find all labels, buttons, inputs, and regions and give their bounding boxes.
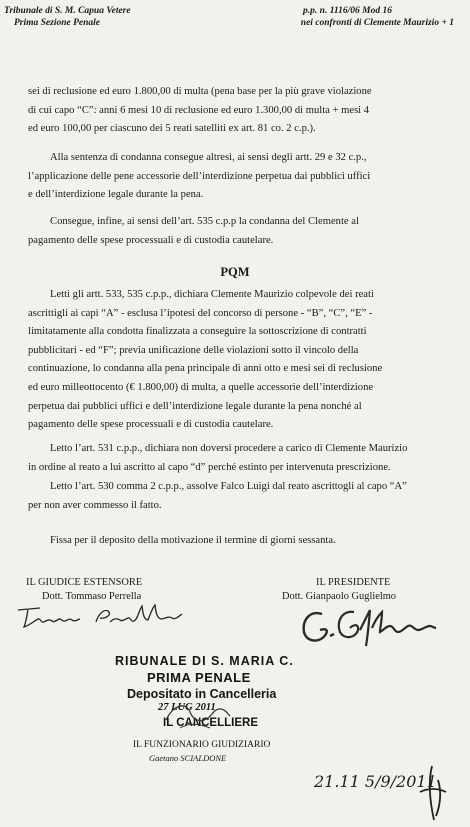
text-line: ed euro 100,00 per ciascuno dei 5 reati satelliti ex art. 81 co. 2 c.p.).: [28, 123, 316, 135]
court-section: Prima Sezione Penale: [14, 18, 101, 28]
paragraph-accessory-penalties: [28, 149, 433, 205]
text-line: continuazione, lo condanna alla pena principale di anni otto e mesi sei di reclusione: [28, 363, 383, 375]
judge-title: IL GIUDICE ESTENSORE: [26, 577, 143, 588]
text-line: per non aver commesso il fatto.: [28, 499, 162, 511]
text-line: di cui capo “C”: anni 6 mesi 10 di reclusione ed euro 1.300,00 di multa + mesi 4: [28, 104, 370, 116]
paragraph-penalty-calc: [28, 83, 433, 139]
text-line: e dell’interdizione legale durante la pena.: [28, 189, 204, 201]
court-deposit-stamp: [115, 654, 294, 814]
judge-name: Dott. Tommaso Perrella: [42, 591, 142, 602]
case-number: p.p. n. 1116/06 Mod 16: [303, 6, 392, 16]
stamp-section: PRIMA PENALE: [147, 670, 251, 685]
stamp-official-title: IL FUNZIONARIO GIUDIZIARIO: [133, 740, 271, 750]
stamp-official-name: Gaetano SCIALDONE: [149, 753, 227, 763]
stamp-court-name: RIBUNALE DI S. MARIA C.: [115, 654, 294, 668]
paragraph-verdict: [28, 286, 433, 435]
handwritten-initial-scribble: [412, 762, 452, 824]
text-line: l’applicazione delle pene accessorie dell’interdizione perpetua dai pubblici uffici: [28, 170, 371, 182]
text-line: Alla sentenza di condanna consegue altresì, ai sensi degli artt. 29 e 32 c.p.,: [50, 152, 367, 163]
text-line: Consegue, infine, ai sensi dell’art. 535 c.p.p la condanna del Clemente al: [50, 216, 359, 227]
section-title-pqm: PQM: [220, 265, 250, 279]
president-name: Dott. Gianpaolo Guglielmo: [282, 591, 396, 602]
court-name: Tribunale di S. M. Capua Vetere: [4, 6, 131, 16]
clerk-initials-scribble: [160, 694, 240, 734]
case-parties: nei confronti di Clemente Maurizio + 1: [300, 18, 454, 28]
court-header: [4, 5, 234, 29]
case-reference: [224, 5, 454, 29]
stamp-deposited: Depositato in Cancelleria: [127, 687, 277, 701]
text-line: in ordine al reato a lui ascritto al capo “d” perché estinto per intervenuta prescrizione.: [28, 461, 391, 473]
president-title: IL PRESIDENTE: [316, 577, 391, 588]
text-line: perpetua dai pubblici uffici e dell’interdizione legale durante la pena nonché al: [28, 400, 362, 412]
handwritten-filing-date: 21.11 5/9/2011: [314, 772, 437, 791]
text-line: Letti gli artt. 533, 535 c.p.p., dichiara Clemente Maurizio colpevole dei reati: [50, 289, 374, 300]
judge-handwritten-signature: [14, 600, 199, 632]
text-line: ascrittigli ai capi “A” - esclusa l’ipotesi del concorso di persone - “B”, “C”, “E” -: [28, 307, 373, 319]
text-line: pagamento delle spese processuali e di custodia cautelare.: [28, 419, 274, 431]
paragraph-prescription: [28, 440, 433, 477]
text-line: pubblicitari - ed “F”; previa unificazione delle violazioni sotto il vincolo della: [28, 344, 359, 356]
stamp-clerk: IL CANCELLIERE: [163, 717, 258, 729]
text-line: limitatamente alla condotta finalizzata a conseguire la sottoscrizione di contratti: [28, 326, 367, 338]
text-line: ed euro milleottocento (€ 1.800,00) di multa, a quelle accessorie dell’interdizione: [28, 381, 374, 393]
stamp-handwritten-date: 27 LUG 2011: [158, 702, 216, 713]
text-line: Letto l’art. 530 comma 2 c.p.p., assolve Falco Luigi dal reato ascrittogli al capo “A”: [50, 481, 407, 492]
paragraph-deposit-term: [28, 532, 433, 551]
president-handwritten-signature: [296, 604, 446, 650]
text-line: Fissa per il deposito della motivazione il termine di giorni sessanta.: [50, 535, 336, 546]
text-line: Letto l’art. 531 c.p.p., dichiara non doversi procedere a carico di Clemente Maurizio: [50, 443, 408, 454]
paragraph-costs: [28, 213, 433, 250]
president-signature-block: [282, 576, 396, 604]
text-line: pagamento delle spese processuali e di custodia cautelare.: [28, 234, 274, 246]
text-line: sei di reclusione ed euro 1.800,00 di multa (pena base per la più grave violazione: [28, 86, 372, 97]
paragraph-acquittal: [28, 478, 433, 515]
